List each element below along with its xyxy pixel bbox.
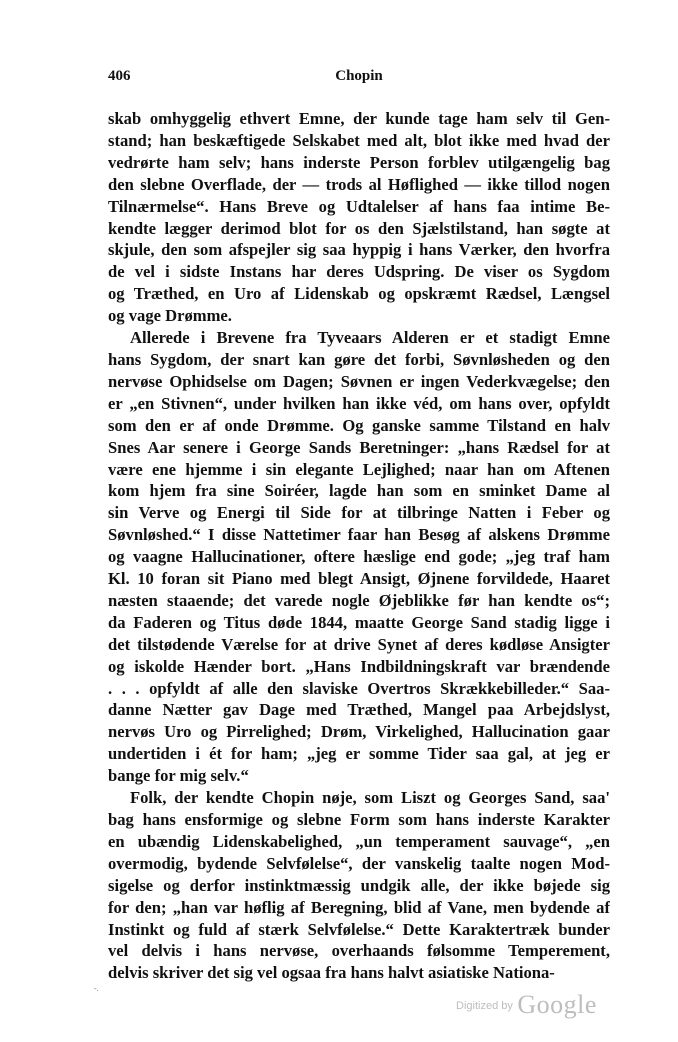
text-line: for den; „han var høflig af Beregning, blid af Vane, men bydende af [108,897,610,917]
text-line: delvis skriver det sig vel ogsaa fra hans halvt asiatiske Nationa- [108,963,555,983]
text-line: bag hans ensformige og slebne Form som hans inderste Karakter [108,810,610,829]
text-line: den slebne Overflade, der — trods al Høflighed — ikke tillod nogen [108,174,610,194]
text-line: overmodig, bydende Selvfølelse“, der vanskelig taalte nogen Mod- [108,853,610,873]
text-line: undertiden i ét for ham; „jeg er somme Tider saa gal, at jeg er [108,744,610,764]
text-line: Søvnløshed.“ I disse Nattetimer faar han Besøg af alskens Drømme [108,525,610,545]
text-line: og Træthed, en Uro af Lidenskab og opskræmt Rædsel, Længsel [108,284,610,304]
page-number: 406 [108,68,131,84]
text-line: kendte lægger derimod blot for os den Sjælstilstand, han søgte at [108,218,610,238]
text-line: kom hjem fra sine Soiréer, lagde han som en sminket Dame al [108,481,610,501]
google-logo: Google [517,990,597,1019]
text-line: Allerede i Brevene fra Tyveaars Alderen er et stadigt Emne [130,328,610,348]
text-line: da Faderen og Titus døde 1844, maatte George Sand stadig ligge i [108,612,610,632]
page-header [108,68,610,92]
text-line: nervøse Ophidselse om Dagen; Søvnen er ingen Vederkvægelse; den [108,371,610,391]
text-line: Folk, der kendte Chopin nøje, som Liszt og Georges Sand, saa' [130,788,610,808]
text-line: Snes Aar senere i George Sands Beretninger: „hans Rædsel for at [108,437,610,457]
text-line: sin Verve og Energi til Side for at tilbringe Natten i Feber og [108,503,610,523]
text-line: er „en Stivnen“, under hvilken han ikke véd, om hans over, opfyldt [108,393,610,413]
text-line: næsten staaende; det varede nogle Øjeblikke før han kendte os“; [108,590,610,610]
text-line: Instinkt og fuld af stærk Selvfølelse.“ Dette Karaktertræk bunder [108,919,610,939]
running-head: Chopin [335,68,383,84]
text-line: være ene hjemme i sin elegante Lejlighed; naar han om Aftenen [108,459,610,479]
stray-mark: ‑. [94,984,99,993]
text-line: en ubændig Lidenskabelighed, „un temperament sauvage“, „en [108,831,610,851]
paragraph [108,108,610,327]
text-line: danne Nætter gav Dage med Træthed, Mangel paa Arbejdslyst, [108,700,610,720]
text-line: sigelse og derfor instinktmæssig undgik alle, der ikke bøjede sig [108,875,610,895]
text-line: . . . opfyldt af alle den slaviske Overtros Skrækkebilleder.“ Saa- [108,678,610,698]
text-line: skjule, den som afspejler sig saa hyppig i hans Værker, den hvorfra [108,240,610,260]
paragraph [108,787,610,984]
text-line: de vel i sidste Instans har deres Udspring. De viser os Sygdom [108,262,610,282]
text-line: skab omhyggelig ethvert Emne, der kunde tage ham selv til Gen- [108,109,610,128]
text-line: vedrørte ham selv; hans inderste Person forblev utilgængelig bag [108,152,610,172]
body-text [108,108,610,984]
text-line: det tilstødende Værelse for at drive Synet af deres kødløse Ansigter [108,634,610,654]
text-line: stand; han beskæftigede Selskabet med alt, blot ikke med hvad der [108,130,610,150]
digitization-watermark [456,990,597,1020]
watermark-prefix: Digitized by [456,1000,513,1012]
paragraph [108,327,610,787]
text-line: Tilnærmelse“. Hans Breve og Udtalelser af hans faa intime Be- [108,196,610,216]
text-line: vel delvis i hans nervøse, overhaands følsomme Temperement, [108,941,610,961]
text-line: nervøs Uro og Pirrelighed; Drøm, Virkelighed, Hallucination gaar [108,722,610,742]
text-line: Kl. 10 foran sit Piano med blegt Ansigt, Øjnene forvildede, Haaret [108,569,610,589]
text-line: som den er af onde Drømme. Og ganske samme Tilstand en halv [108,415,610,435]
text-line: bange for mig selv.“ [108,766,249,786]
text-line: og vage Drømme. [108,306,232,326]
text-line: hans Sygdom, der snart kan gøre det forbi, Søvnløsheden og den [108,349,610,369]
text-line: og iskolde Hænder bort. „Hans Indbildningskraft var brændende [108,656,610,676]
text-line: og vaagne Hallucinationer, oftere hæslige end gode; „jeg traf ham [108,547,610,567]
